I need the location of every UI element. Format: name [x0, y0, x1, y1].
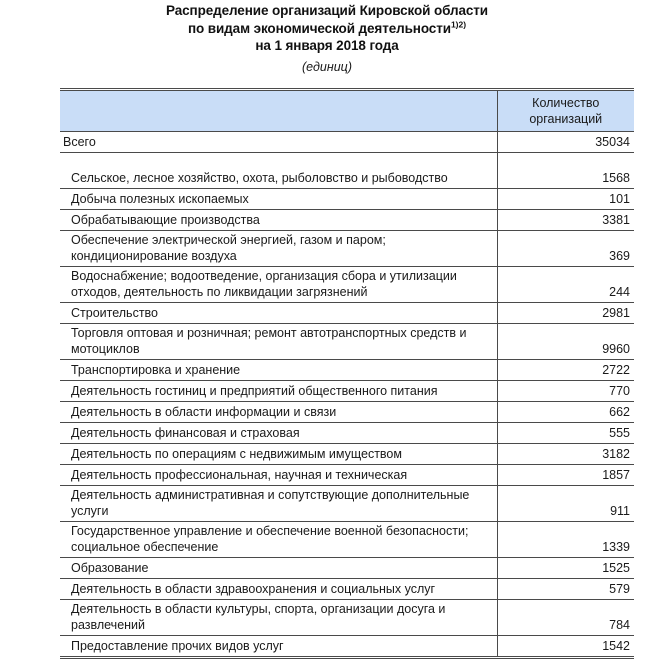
- row-label-cell: [60, 189, 497, 210]
- title-block: [0, 0, 654, 76]
- data-table-container: [60, 88, 634, 659]
- row-label: Водоснабжение; водоотведение, организация сбора и утилизации отходов, деятельность по ликвидации загрязнений: [71, 269, 457, 299]
- header-value-text: [498, 96, 635, 131]
- row-value: 1542: [602, 638, 630, 653]
- table-row: [60, 579, 634, 600]
- header-value-line2: организаций: [529, 111, 603, 126]
- row-value: 784: [609, 617, 630, 632]
- row-label: Деятельность профессиональная, научная и техническая: [71, 467, 408, 482]
- row-label-cell: [60, 579, 497, 600]
- row-label-cell: [60, 360, 497, 381]
- row-label-cell: [60, 381, 497, 402]
- title-line-1: Распределение организаций Кировской области: [165, 3, 489, 18]
- table-row: [60, 558, 634, 579]
- units-label: (единиц): [302, 59, 352, 74]
- row-value: 101: [609, 191, 630, 206]
- row-value: 1339: [602, 539, 630, 554]
- table-row: [60, 522, 634, 558]
- table-row: [60, 324, 634, 360]
- table-row: [60, 486, 634, 522]
- row-value: 2722: [602, 362, 630, 377]
- row-label: Деятельность административная и сопутствующие дополнительные услуги: [71, 488, 470, 518]
- table-row: [60, 231, 634, 267]
- table-row: [60, 189, 634, 210]
- title-line-3: на 1 января 2018 года: [255, 38, 399, 53]
- row-value-cell: [497, 210, 634, 231]
- row-value: 3381: [602, 212, 630, 227]
- row-value: 369: [609, 248, 630, 263]
- row-label: Деятельность в области информации и связи: [71, 404, 337, 419]
- row-label-cell: [60, 132, 497, 153]
- row-value-cell: [497, 423, 634, 444]
- row-label: Деятельность финансовая и страховая: [71, 425, 300, 440]
- row-label: Предоставление прочих видов услуг: [71, 638, 284, 653]
- row-label: Строительство: [71, 305, 158, 320]
- row-label: Обрабатывающие производства: [71, 212, 260, 227]
- row-label: Всего: [63, 134, 96, 149]
- row-label-cell: [60, 558, 497, 579]
- row-value-cell: [497, 486, 634, 522]
- row-value-cell: [497, 636, 634, 658]
- row-label: Торговля оптовая и розничная; ремонт автотранспортных средств и мотоциклов: [71, 326, 467, 356]
- table-row: [60, 444, 634, 465]
- row-value: 579: [609, 581, 630, 596]
- title-footnote-marker: 1)2): [450, 19, 467, 29]
- row-label: Сельское, лесное хозяйство, охота, рыболовство и рыбоводство: [71, 170, 448, 185]
- row-value: 911: [610, 503, 630, 518]
- row-label: Добыча полезных ископаемых: [71, 191, 249, 206]
- row-label: Транспортировка и хранение: [71, 362, 241, 377]
- row-label: Деятельность в области культуры, спорта, организации досуга и развлечений: [71, 602, 446, 632]
- row-label: Деятельность в области здравоохранения и социальных услуг: [71, 581, 436, 596]
- row-label-cell: [60, 303, 497, 324]
- row-label: Деятельность по операциям с недвижимым имуществом: [71, 446, 402, 461]
- row-label-cell: [60, 267, 497, 303]
- table-row: [60, 153, 634, 189]
- table-row: [60, 381, 634, 402]
- row-label-cell: [60, 522, 497, 558]
- table-row: [60, 402, 634, 423]
- row-value-cell: [497, 381, 634, 402]
- row-value-cell: [497, 465, 634, 486]
- row-label-cell: [60, 600, 497, 636]
- table-row: [60, 600, 634, 636]
- row-value: 1568: [602, 170, 630, 185]
- row-value: 770: [609, 383, 630, 398]
- row-value-cell: [497, 558, 634, 579]
- row-value-cell: [497, 231, 634, 267]
- table-row: [60, 465, 634, 486]
- row-label-cell: [60, 402, 497, 423]
- table-row: [60, 636, 634, 658]
- table-header-row: [60, 90, 634, 132]
- table-row: [60, 210, 634, 231]
- row-value: 1525: [602, 560, 630, 575]
- table-head: [60, 90, 634, 132]
- row-label: Деятельность гостиниц и предприятий общественного питания: [71, 383, 438, 398]
- row-value-cell: [497, 189, 634, 210]
- row-value: 1857: [602, 467, 630, 482]
- row-label-cell: [60, 210, 497, 231]
- row-label: Образование: [71, 560, 149, 575]
- title-line-2: [0, 20, 654, 38]
- table-body: [60, 132, 634, 658]
- row-value: 555: [609, 425, 630, 440]
- row-label-cell: [60, 231, 497, 267]
- row-value: 2981: [602, 305, 630, 320]
- row-value-cell: [497, 360, 634, 381]
- row-value-cell: [497, 600, 634, 636]
- row-value-cell: [497, 522, 634, 558]
- row-value-cell: [497, 132, 634, 153]
- title-line-2-text: по видам экономической деятельности: [187, 20, 451, 36]
- row-value-cell: [497, 402, 634, 423]
- row-value-cell: [497, 303, 634, 324]
- row-value-cell: [497, 444, 634, 465]
- header-cell-label: [60, 90, 497, 132]
- header-value-line1: Количество: [532, 96, 600, 110]
- row-value-cell: [497, 267, 634, 303]
- header-cell-value: [497, 90, 634, 132]
- row-value-cell: [497, 153, 634, 189]
- table-row: [60, 423, 634, 444]
- row-label-cell: [60, 636, 497, 658]
- row-value-cell: [497, 579, 634, 600]
- row-label-cell: [60, 465, 497, 486]
- row-label: Государственное управление и обеспечение военной безопасности; социальное обеспечение: [71, 524, 469, 554]
- table-row: [60, 267, 634, 303]
- row-label-cell: [60, 423, 497, 444]
- row-label-cell: [60, 324, 497, 360]
- table-row: [60, 360, 634, 381]
- table-row: [60, 303, 634, 324]
- row-value-cell: [497, 324, 634, 360]
- row-label-cell: [60, 486, 497, 522]
- row-value: 662: [609, 404, 630, 419]
- row-value: 35034: [595, 134, 630, 149]
- row-value: 9960: [602, 341, 630, 356]
- organizations-table: [60, 88, 634, 659]
- row-value: 3182: [602, 446, 630, 461]
- row-label-cell: [60, 153, 497, 189]
- row-label: Обеспечение электрической энергией, газом и паром; кондиционирование воздуха: [71, 233, 386, 263]
- row-label-cell: [60, 444, 497, 465]
- table-row: [60, 132, 634, 153]
- row-value: 244: [609, 284, 630, 299]
